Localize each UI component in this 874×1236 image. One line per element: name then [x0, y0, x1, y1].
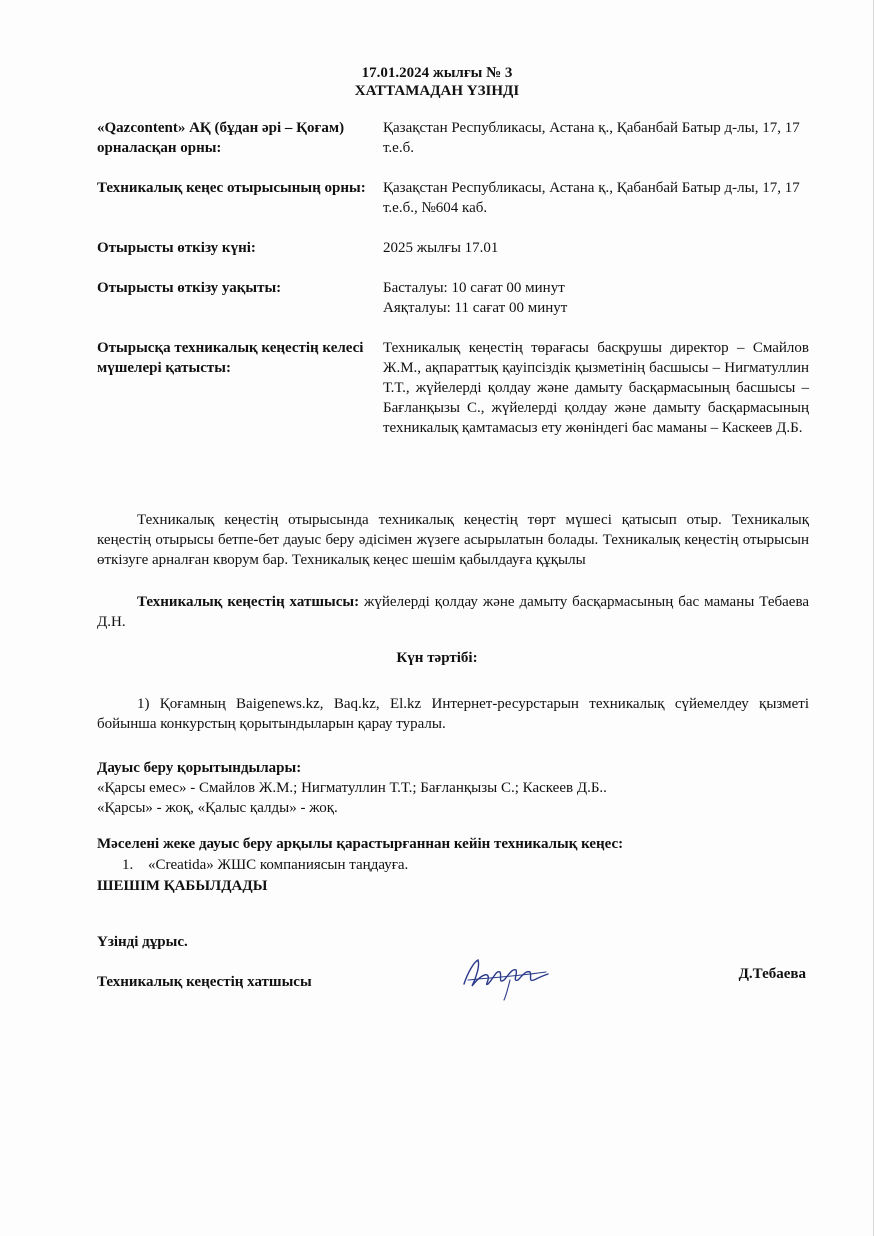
decision-item-number: 1. [122, 857, 134, 873]
info-row-time [97, 278, 809, 318]
info-table [97, 118, 809, 458]
agenda-item: 1) Қоғамның Baigenews.kz, Baq.kz, El.kz Интернет-ресурстарын техникалық сүйемелдеу қызметі бойынша конкурстың қорытындыларын қарау туралы. [97, 696, 809, 732]
secretary-label: Техникалық кеңестің хатшысы: [137, 594, 360, 610]
info-label: «Qazcontent» АҚ (бұдан әрі – Қоғам) орналасқан орны: [97, 120, 345, 156]
info-label: Отырысқа техникалық кеңестің келесі мүшелері қатысты: [97, 340, 364, 376]
info-label: Отырысты өткізу күні: [97, 240, 256, 256]
info-row-meeting-place [97, 178, 809, 218]
end-time: Аяқталуы: 11 сағат 00 минут [383, 300, 568, 316]
signer-title: Техникалық кеңестің хатшысы [97, 974, 312, 990]
info-label: Техникалық кеңес отырысының орны: [97, 180, 366, 196]
info-label: Отырысты өткізу уақыты: [97, 280, 282, 296]
info-row-date [97, 238, 809, 258]
info-row-attendees [97, 338, 809, 438]
info-value [383, 278, 809, 318]
secretary-text: жүйелерді қолдау және дамыту басқармасының бас маманы Тебаева Д.Н. [97, 594, 809, 630]
protocol-date-number: 17.01.2024 жылғы № 3 [361, 65, 513, 81]
quorum-paragraph: Техникалық кеңестің отырысында техникалық кеңестің төрт мүшесі қатысып отыр. Техникалық кеңестің отырысы бетпе-бет дауыс беру әдісімен жүзеге асырылатын болады. Техникалық кеңестің отырысын өткізуге арналған кворум бар. Техникалық кеңес шешім қабылдауға құқылы [97, 512, 809, 568]
info-value: Қазақстан Республикасы, Астана қ., Қабанбай Батыр д-лы, 17, 17 т.е.б., №604 каб. [383, 180, 800, 216]
voting-against: «Қарсы» - жоқ, «Қалыс қалды» - жоқ. [97, 800, 338, 816]
decision-item-text: «Creatida» ЖШС компаниясын таңдауға. [148, 857, 409, 873]
signer-name: Д.Тебаева [738, 966, 806, 982]
info-value: 2025 жылғы 17.01 [383, 240, 499, 256]
voting-heading: Дауыс беру қорытындылары: [97, 760, 302, 776]
decision-item [122, 855, 408, 875]
info-row-location [97, 118, 809, 158]
info-value: Қазақстан Республикасы, Астана қ., Қабанбай Батыр д-лы, 17, 17 т.е.б. [383, 120, 800, 156]
certified-copy-note: Үзінді дұрыс. [97, 934, 188, 950]
info-value: Техникалық кеңестің төрағасы басқрушы директор – Смайлов Ж.М., ақпараттық қауіпсіздік қызметінің басшысы – Нигматуллин Т.Т., жүйелерді қолдау және дамыту басқармасының басшысы – Бағланқызы С., жүйелерді қолдау және дамыту басқармасының техникалық қамтамасыз ету жөніндегі бас маманы – Каскеев Д.Б. [383, 340, 809, 436]
start-time: Басталуы: 10 сағат 00 минут [383, 280, 565, 296]
handwritten-signature [458, 950, 554, 1002]
agenda-heading: Күн тәртібі: [396, 650, 478, 666]
decision-result: ШЕШІМ ҚАБЫЛДАДЫ [97, 878, 268, 894]
secretary-paragraph [97, 592, 809, 632]
voting-for: «Қарсы емес» - Смайлов Ж.М.; Нигматуллин Т.Т.; Бағланқызы С.; Каскеев Д.Б.. [97, 780, 607, 796]
protocol-title: ХАТТАМАДАН ҮЗІНДІ [354, 83, 520, 99]
decision-heading: Мәселені жеке дауыс беру арқылы қарастырғаннан кейін техникалық кеңес: [97, 836, 624, 852]
